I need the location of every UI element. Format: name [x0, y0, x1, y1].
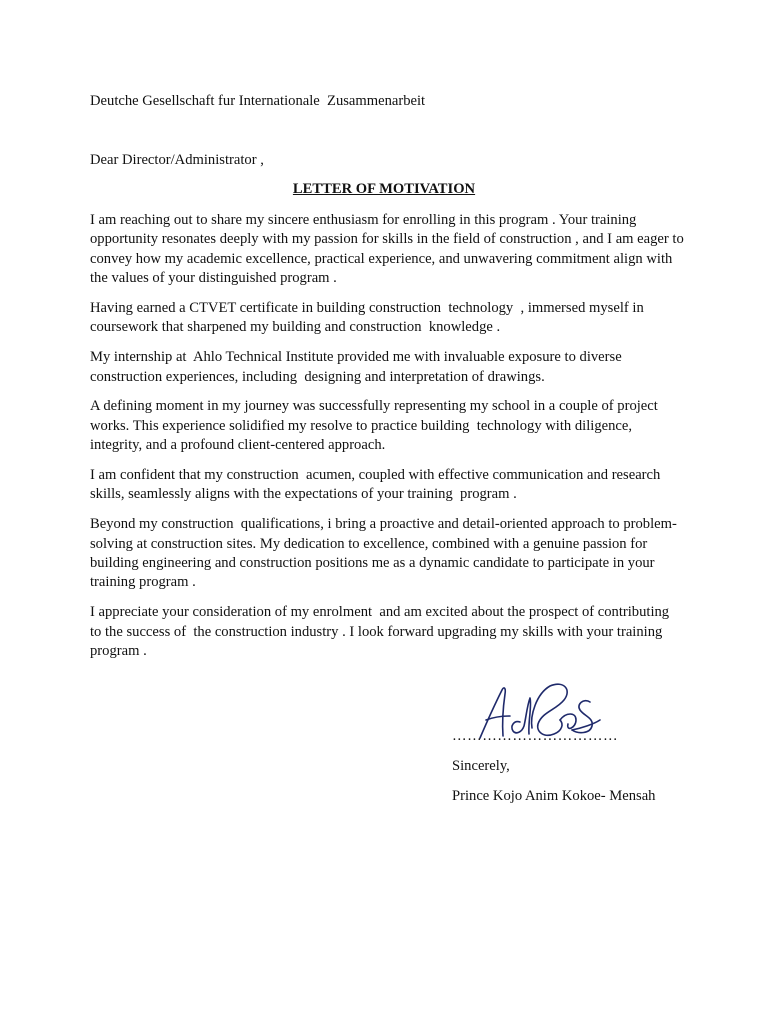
paragraph-certificate: Having earned a CTVET certificate in building construction technology , immersed myself in coursework that sharpened my building and construction knowledge .: [90, 300, 648, 336]
paragraph-defining-moment: A defining moment in my journey was successfully representing my school in a couple of project works. This experience solidified my resolve to practice building technology with diligence, integrity, and a profound client-centered approach.: [90, 398, 662, 454]
salutation: Dear Director/Administrator ,: [90, 152, 264, 168]
paragraph-intro: I am reaching out to share my sincere enthusiasm for enrolling in this program . Your training opportunity resonates deeply with my passion for skills in the field of construction , and I am eager to convey how my academic excellence, practical experience, and unwavering commitment align with the values of your distinguished program .: [90, 212, 688, 287]
paragraph-closing: I appreciate your consideration of my enrolment and am excited about the prospect of contributing to the success of the construction industry . I look forward upgrading my skills with your training program .: [90, 604, 673, 660]
paragraph-confidence: I am confident that my construction acumen, coupled with effective communication and research skills, seamlessly aligns with the expectations of your training program .: [90, 467, 664, 503]
sender-name: Prince Kojo Anim Kokoe- Mensah: [452, 788, 656, 804]
closing: Sincerely,: [452, 758, 510, 774]
recipient-organization: Deutche Gesellschaft fur Internationale Zusammenarbeit: [90, 93, 426, 109]
signature-line: ……………………………: [452, 728, 619, 744]
paragraph-qualifications: Beyond my construction qualifications, i bring a proactive and detail-oriented approach to problem-solving at construction sites. My dedication to excellence, combined with a genuine passion for building engineering and construction positions me as a dynamic candidate to participate in your training program .: [90, 516, 677, 591]
letter-title: LETTER OF MOTIVATION: [292, 181, 476, 197]
letter-body: [90, 211, 688, 672]
paragraph-internship: My internship at Ahlo Technical Institute provided me with invaluable exposure to diverse construction experiences, including designing and interpretation of drawings.: [90, 349, 626, 385]
